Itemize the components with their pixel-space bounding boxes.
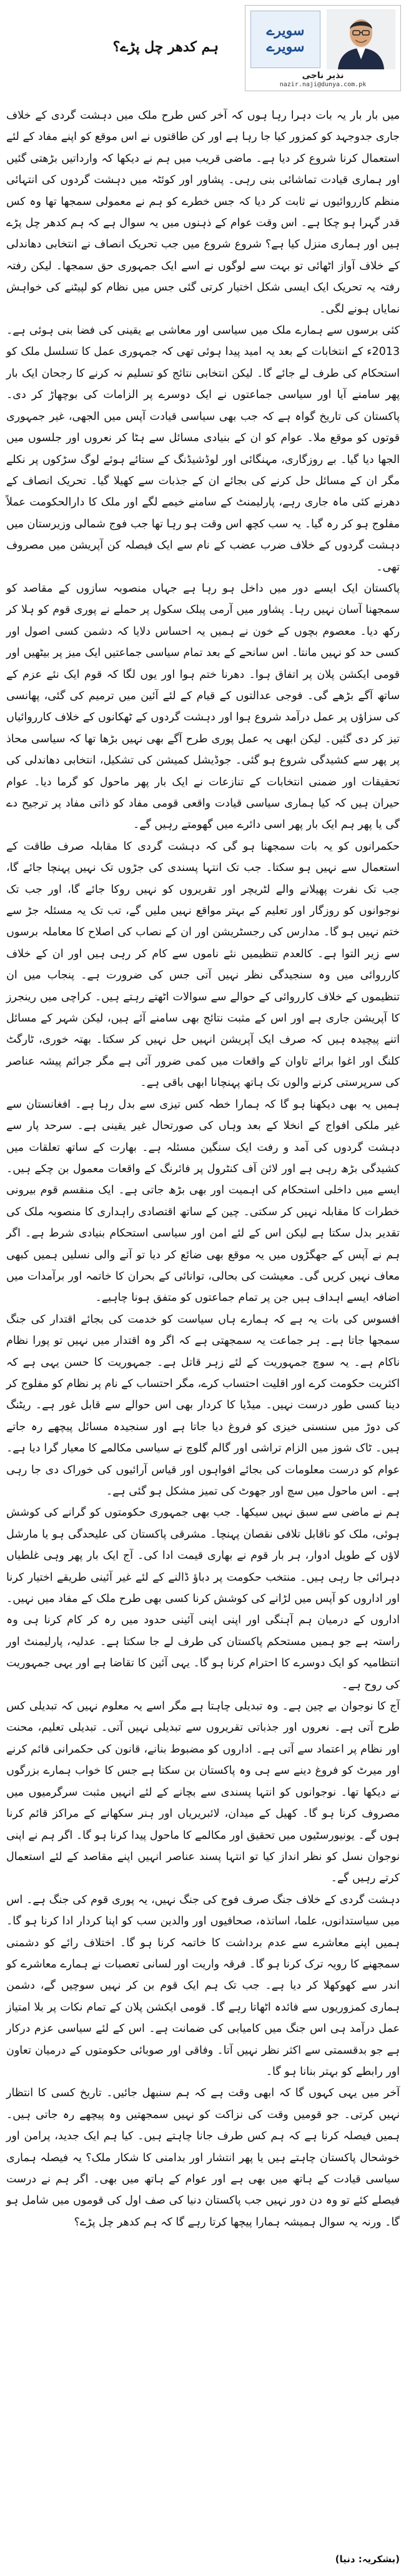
paragraph: پاکستان ایک ایسے دور میں داخل ہو رہا ہے جہاں منصوبہ سازوں کے مقاصد کو سمجھنا آسان نہیں رہا۔ پشاور میں آرمی پبلک سکول پر حملے نے پوری قوم کو ہلا کر رکھ دیا۔ معصوم بچوں کے خون نے ہمیں یہ احساس دلایا کہ دشمن کسی اصول اور کسی حد کو نہیں مانتا۔ اس سانحے کے بعد تمام سیاسی جماعتیں ایک میز پر بیٹھیں اور قومی ایکشن پلان پر اتفاق ہوا۔ دھرنا ختم ہوا اور یوں لگا کہ قوم ایک نئے عزم کے ساتھ آگے بڑھے گی۔ فوجی عدالتوں کے قیام کے لئے آئین میں ترمیم کی گئی، پھانسی کی سزاؤں پر عمل درآمد شروع ہوا اور دہشت گردوں کے ٹھکانوں کے خلاف کارروائیاں تیز کر دی گئیں۔ لیکن ابھی یہ عمل پوری طرح آگے بھی نہیں بڑھا تھا کہ سیاسی محاذ پر پھر سے کشیدگی شروع ہو گئی۔ جوڈیشل کمیشن کی تشکیل، انتخابی دھاندلی کی تحقیقات اور ضمنی انتخابات کے تنازعات نے ایک بار پھر ماحول کو گرما دیا۔ عوام حیران ہیں کہ کیا ہماری سیاسی قیادت واقعی قومی مفاد کو ذاتی مفاد پر ترجیح دے گی یا پھر ہم ایک بار پھر اسی دائرے میں گھومتے رہیں گے۔ xyxy=(6,582,400,832)
paragraph: کئی برسوں سے ہمارے ملک میں سیاسی اور معاشی بے یقینی کی فضا بنی ہوئی ہے۔ 2013ء کے انتخابات کے بعد یہ امید پیدا ہوئی تھی کہ جمہوری عمل کا تسلسل ملک کو استحکام کی طرف لے جائے گا۔ لیکن انتخابی نتائج کو تسلیم نہ کرنے کا رجحان ایک بار پھر سامنے آیا اور سیاسی جماعتوں نے ایک دوسرے پر الزامات کی بوچھاڑ کر دی۔ پاکستان کی تاریخ گواہ ہے کہ جب بھی سیاسی قیادت آپس میں الجھی، غیر جمہوری قوتوں کو موقع ملا۔ عوام کو ان کے بنیادی مسائل سے ہٹا کر نعروں اور جلسوں میں الجھا دیا گیا۔ بے روزگاری، مہنگائی اور لوڈشیڈنگ کے ستائے ہوئے لوگ سڑکوں پر نکلے مگر ان کے مسائل حل کرنے کی بجائے ان کے جذبات سے کھیلا گیا۔ تحریک انصاف کے دھرنے کئی ماہ جاری رہے، پارلیمنٹ کے سامنے خیمے لگے اور ملک کا دارالحکومت عملاً مفلوج ہو کر رہ گیا۔ یہ سب کچھ اس وقت ہو رہا تھا جب فوج شمالی وزیرستان میں دہشت گردوں کے خلاف ضرب عضب کے نام سے ایک فیصلہ کن آپریشن میں مصروف تھی۔ xyxy=(6,324,400,574)
paragraph: دہشت گردی کے خلاف جنگ صرف فوج کی جنگ نہیں، یہ پوری قوم کی جنگ ہے۔ اس میں سیاستدانوں، علما، اساتذہ، صحافیوں اور والدین سب کو اپنا کردار ادا کرنا ہو گا۔ ہمیں اپنے معاشرے سے عدم برداشت کا خاتمہ کرنا ہو گا۔ اختلاف رائے کو دشمنی سمجھنے کا رویہ ترک کرنا ہو گا۔ فرقہ واریت اور لسانی تعصبات نے ہمارے معاشرے کو اندر سے کھوکھلا کر دیا ہے۔ جب تک ہم ایک قوم بن کر نہیں سوچیں گے، دشمن ہماری کمزوریوں سے فائدہ اٹھاتا رہے گا۔ قومی ایکشن پلان کے تمام نکات پر بلا امتیاز عمل درآمد ہی اس جنگ میں کامیابی کی ضمانت ہے۔ اس کے لئے سیاسی عزم درکار ہے جو بدقسمتی سے اکثر نظر نہیں آتا۔ وفاقی اور صوبائی حکومتوں کے درمیان تعاون اور رابطے کو بہتر بنانا ہو گا۔ xyxy=(6,1893,400,2078)
author-email: nazir.naji@dunya.com.pk xyxy=(279,81,367,88)
paragraph: ہمیں یہ بھی دیکھنا ہو گا کہ ہمارا خطہ کس تیزی سے بدل رہا ہے۔ افغانستان سے غیر ملکی افواج کے انخلا کے بعد وہاں کی صورتحال غیر یقینی ہے۔ سرحد پار سے دہشت گردوں کی آمد و رفت ایک سنگین مسئلہ ہے۔ بھارت کے ساتھ تعلقات میں کشیدگی بڑھ رہی ہے اور لائن آف کنٹرول پر فائرنگ کے واقعات معمول بن چکے ہیں۔ ایسے میں داخلی استحکام کی اہمیت اور بھی بڑھ جاتی ہے۔ ایک منقسم قوم بیرونی خطرات کا مقابلہ نہیں کر سکتی۔ چین کے ساتھ اقتصادی راہداری کا منصوبہ ملک کی تقدیر بدل سکتا ہے لیکن اس کے لئے امن اور سیاسی استحکام بنیادی شرط ہے۔ اگر ہم نے آپس کے جھگڑوں میں یہ موقع بھی ضائع کر دیا تو آنے والی نسلیں ہمیں کبھی معاف نہیں کریں گی۔ معیشت کی بحالی، توانائی کے بحران کا خاتمہ اور برآمدات میں اضافہ ایسے اہداف ہیں جن پر تمام جماعتوں کو متفق ہونا چاہیے۔ xyxy=(6,1098,400,1305)
author-photo xyxy=(327,9,395,69)
column-header xyxy=(0,0,406,100)
column-logo xyxy=(250,11,320,68)
paragraph: افسوس کی بات یہ ہے کہ ہمارے ہاں سیاست کو خدمت کی بجائے اقتدار کی جنگ سمجھا جاتا ہے۔ ہر جماعت یہ سمجھتی ہے کہ اگر وہ اقتدار میں نہیں تو پورا نظام ناکام ہے۔ یہ سوچ جمہوریت کے لئے زہر قاتل ہے۔ جمہوریت کا حسن یہی ہے کہ اکثریت حکومت کرے اور اقلیت احتساب کرے، مگر احتساب کے نام پر نظام کو مفلوج کر دینا کسی طور درست نہیں۔ میڈیا کا کردار بھی اس حوالے سے قابل غور ہے۔ ریٹنگ کی دوڑ میں سنسنی خیزی کو فروغ دیا جاتا ہے اور سنجیدہ مسائل پیچھے رہ جاتے ہیں۔ ٹاک شوز میں الزام تراشی اور گالم گلوچ نے سیاسی مکالمے کا معیار گرا دیا ہے۔ عوام کو درست معلومات کی بجائے افواہوں اور قیاس آرائیوں کی خوراک دی جا رہی ہے۔ اس ماحول میں سچ اور جھوٹ کی تمیز مشکل ہو گئی ہے۔ xyxy=(6,1313,400,1498)
author-name: نذیر ناجی xyxy=(302,71,344,81)
author-portrait-icon xyxy=(327,9,395,69)
column-logo-text: سویرے سویرے xyxy=(266,22,305,55)
byline-box xyxy=(245,5,401,91)
paragraph: آخر میں یہی کہوں گا کہ ابھی وقت ہے کہ ہم سنبھل جائیں۔ تاریخ کسی کا انتظار نہیں کرتی۔ جو قومیں وقت کی نزاکت کو نہیں سمجھتیں وہ پیچھے رہ جاتی ہیں۔ ہمیں فیصلہ کرنا ہے کہ ہم کس طرف جانا چاہتے ہیں۔ کیا ہم ایک جدید، پرامن اور خوشحال پاکستان چاہتے ہیں یا پھر انتشار اور بدامنی کا شکار ملک؟ یہ فیصلہ ہماری سیاسی قیادت کے ہاتھ میں بھی ہے اور عوام کے ہاتھ میں بھی۔ اگر ہم نے درست فیصلے کئے تو وہ دن دور نہیں جب پاکستان دنیا کی صف اول کی قوموں میں شامل ہو گا۔ ورنہ یہ سوال ہمیشہ ہمارا پیچھا کرتا رہے گا کہ ہم کدھر چل پڑے؟ xyxy=(6,2087,400,2229)
column-body xyxy=(6,105,400,2233)
paragraph: حکمرانوں کو یہ بات سمجھنا ہو گی کہ دہشت گردی کا مقابلہ صرف طاقت کے استعمال سے نہیں ہو سکتا۔ جب تک انتہا پسندی کی جڑوں تک نہیں پہنچا جائے گا، جب تک نفرت پھیلانے والے لٹریچر اور تقریروں کو نہیں روکا جائے گا، اور جب تک نوجوانوں کو روزگار اور تعلیم کے بہتر مواقع نہیں ملیں گے، تب تک یہ مسئلہ جڑ سے ختم نہیں ہو گا۔ مدارس کی رجسٹریشن اور ان کے نصاب کی اصلاح کا معاملہ برسوں سے زیر التوا ہے۔ کالعدم تنظیمیں نئے ناموں سے کام کر رہی ہیں اور ان کے خلاف کارروائی میں وہ سنجیدگی نظر نہیں آتی جس کی ضرورت ہے۔ پنجاب میں ان تنظیموں کے خلاف کارروائی کے حوالے سے سوالات اٹھتے رہتے ہیں۔ کراچی میں رینجرز کا آپریشن جاری ہے اور اس کے مثبت نتائج بھی سامنے آئے ہیں، لیکن شہر کے مسائل اتنے پیچیدہ ہیں کہ صرف ایک آپریشن انہیں حل نہیں کر سکتا۔ بھتہ خوری، ٹارگٹ کلنگ اور اغوا برائے تاوان کے واقعات میں کمی ضرور آئی ہے مگر جرائم پیشہ عناصر کی سرپرستی کرنے والوں تک ہاتھ پہنچانا ابھی باقی ہے۔ xyxy=(6,840,400,1090)
column-closing: (بشکریہ: دنیا) xyxy=(335,2554,400,2565)
paragraph: آج کا نوجوان بے چین ہے۔ وہ تبدیلی چاہتا ہے مگر اسے یہ معلوم نہیں کہ تبدیلی کس طرح آتی ہے۔ نعروں اور جذباتی تقریروں سے تبدیلی نہیں آتی۔ تبدیلی تعلیم، محنت اور نظام پر اعتماد سے آتی ہے۔ اداروں کو مضبوط بنانے، قانون کی حکمرانی قائم کرنے اور میرٹ کو فروغ دینے سے ہی وہ پاکستان بن سکتا ہے جس کا خواب ہمارے بزرگوں نے دیکھا تھا۔ نوجوانوں کو انتہا پسندی سے بچانے کے لئے انہیں مثبت سرگرمیوں میں مصروف کرنا ہو گا۔ کھیل کے میدان، لائبریریاں اور ہنر سکھانے کے مراکز قائم کرنا ہوں گے۔ یونیورسٹیوں میں تحقیق اور مکالمے کا ماحول پیدا کرنا ہو گا۔ اگر ہم نے اپنی نوجوان نسل کو نظر انداز کیا تو انتہا پسند عناصر انہیں اپنے مقاصد کے لئے استعمال کرتے رہیں گے۔ xyxy=(6,1700,400,1885)
paragraph: ہم نے ماضی سے سبق نہیں سیکھا۔ جب بھی جمہوری حکومتوں کو گرانے کی کوشش ہوئی، ملک کو ناقابل تلافی نقصان پہنچا۔ مشرقی پاکستان کی علیحدگی ہو یا مارشل لاؤں کے طویل ادوار، ہر بار قوم نے بھاری قیمت ادا کی۔ آج ایک بار پھر وہی غلطیاں دہرائی جا رہی ہیں۔ منتخب حکومت پر دباؤ ڈالنے کے لئے غیر آئینی طریقے اختیار کرنا اور اداروں کو آپس میں لڑانے کی کوشش کرنا کسی بھی طرح ملک کے مفاد میں نہیں۔ اداروں کے درمیان ہم آہنگی اور اپنی اپنی آئینی حدود میں رہ کر کام کرنا ہی وہ راستہ ہے جو ہمیں مستحکم پاکستان کی طرف لے جا سکتا ہے۔ عدلیہ، پارلیمنٹ اور انتظامیہ کو ایک دوسرے کا احترام کرنا ہو گا۔ یہی آئین کا تقاضا ہے اور یہی جمہوریت کی روح ہے۔ xyxy=(6,1506,400,1691)
paragraph: میں بار بار یہ بات دہرا رہا ہوں کہ آخر کس طرح ملک میں دہشت گردی کے خلاف جاری جدوجہد کو کمزور کیا جا رہا ہے اور کن طاقتوں نے اس موقع کو اپنے مفاد کے لئے استعمال کرنا شروع کر دیا ہے۔ ماضی قریب میں ہم نے دیکھا کہ وارداتیں بڑھتی گئیں اور ہماری قیادت تماشائی بنی رہی۔ پشاور اور کوئٹہ میں دہشت گردوں کی انتہائی منظم کارروائیوں نے ثابت کر دیا کہ جس خطرے کو ہم نے معمولی سمجھا تھا وہ کس قدر گہرا ہو چکا ہے۔ اس وقت عوام کے ذہنوں میں یہ سوال ہے کہ ہم کدھر چل پڑے ہیں اور ہماری منزل کیا ہے؟ شروع شروع میں جب تحریک انصاف نے انتخابی دھاندلی کے خلاف آواز اٹھائی تو بہت سے لوگوں نے اسے ایک جمہوری حق سمجھا۔ لیکن رفتہ رفتہ یہ تحریک ایک ایسی شکل اختیار کرتی گئی جس میں نظام کو لپیٹنے کی خواہش نمایاں ہونے لگی۔ xyxy=(6,109,400,316)
column-title: ہم کدھر چل پڑے؟ xyxy=(112,39,219,55)
